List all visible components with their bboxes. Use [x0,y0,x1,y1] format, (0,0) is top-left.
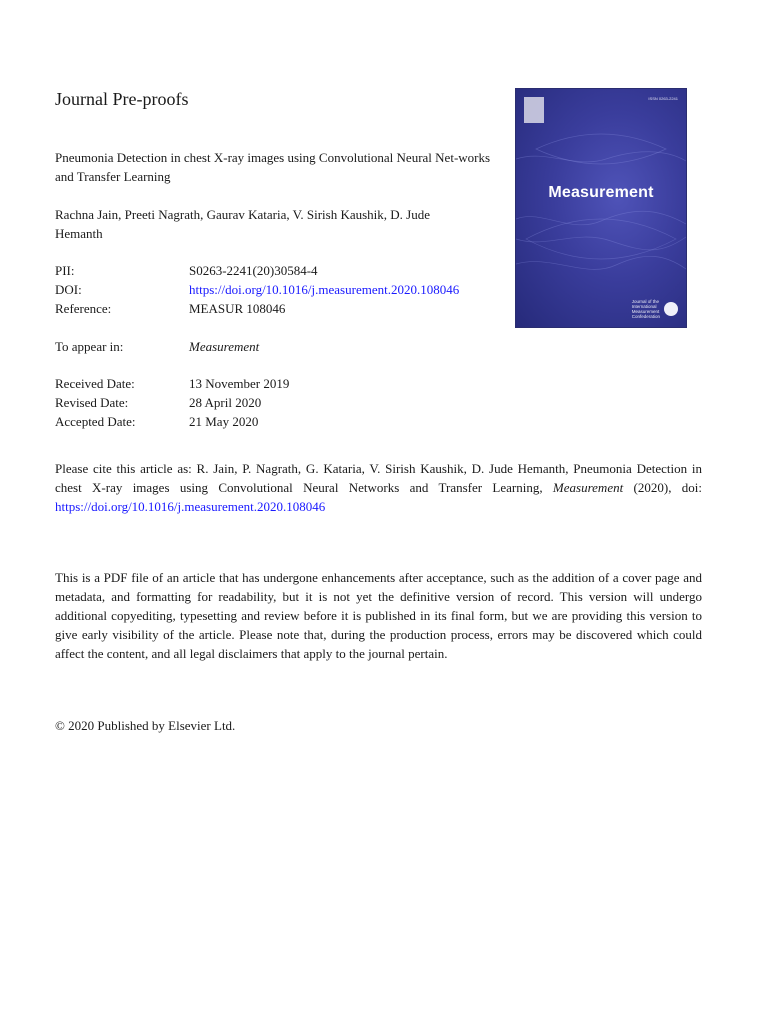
cover-footer-line: Journal of the [631,299,659,304]
imeko-emblem-icon [664,302,678,316]
doi-label: DOI: [55,282,82,297]
accepted-value: 21 May 2020 [189,414,259,429]
citation-journal: Measurement [552,480,624,495]
appear-table [55,337,259,356]
accepted-label: Accepted Date: [55,414,136,429]
journal-cover [516,89,686,327]
identifier-table [55,261,459,318]
cover-journal-title: Measurement [548,184,654,201]
accepted-row [55,412,289,431]
appear-journal: Measurement [189,339,260,354]
elsevier-tree-icon [524,97,544,123]
cover-issn: ISSN 0263-2241 [648,96,678,101]
cover-footer-line: International [631,304,657,309]
citation-year: (2020), doi: [623,480,702,495]
preproof-notice: This is a PDF file of an article that has undergone enhancements after acceptance, such as the addition of a cover page and metadata, and formatting for readability, but it is not yet the definitive version of record. This version will undergo additional copyediting, typesetting and review before it is published in its final form, but we are providing this version to give early visibility of the article. Please note that, during the production process, errors may be discovered which could affect the content, and all legal disclaimers that apply to the journal pertain. [55,570,702,661]
received-row [55,374,289,393]
citation-doi-link[interactable]: https://doi.org/10.1016/j.measurement.2020.108046 [55,499,326,514]
received-label: Received Date: [55,376,135,391]
dates-table [55,374,289,431]
pii-value: S0263-2241(20)30584-4 [189,263,318,278]
reference-row [55,299,459,318]
reference-value: MEASUR 108046 [189,301,286,316]
cover-footer-line: Measurement [631,309,660,314]
revised-label: Revised Date: [55,395,129,410]
cover-footer-line: Confederation [631,314,660,319]
revised-value: 28 April 2020 [189,395,262,410]
cover-footer [632,299,678,319]
article-title: Pneumonia Detection in chest X-ray images using Convolutional Neural Net-works and Transfer Learning [55,150,491,184]
cover-footer-text [632,299,660,319]
doi-row [55,280,459,299]
doi-link[interactable]: https://doi.org/10.1016/j.measurement.2020.108046 [189,282,460,297]
pii-row [55,261,459,280]
copyright-line: © 2020 Published by Elsevier Ltd. [55,718,236,733]
reference-label: Reference: [55,301,112,316]
appear-label: To appear in: [55,339,124,354]
appear-row [55,337,259,356]
citation-text: Please cite this article as: R. Jain, P. Nagrath, G. Kataria, V. Sirish Kaushik, D. Jude Hemanth, Pneumonia Detection in chest X-ray images using Convolutional Neural Networks and Transfer Learning, [55,461,702,495]
pii-label: PII: [55,263,75,278]
cover-wave-pattern [516,89,686,327]
revised-row [55,393,289,412]
article-authors: Rachna Jain, Preeti Nagrath, Gaurav Kataria, V. Sirish Kaushik, D. Jude Hemanth [55,207,430,241]
page-heading: Journal Pre-proofs [55,89,189,109]
received-value: 13 November 2019 [189,376,290,391]
citation-paragraph [55,459,702,516]
